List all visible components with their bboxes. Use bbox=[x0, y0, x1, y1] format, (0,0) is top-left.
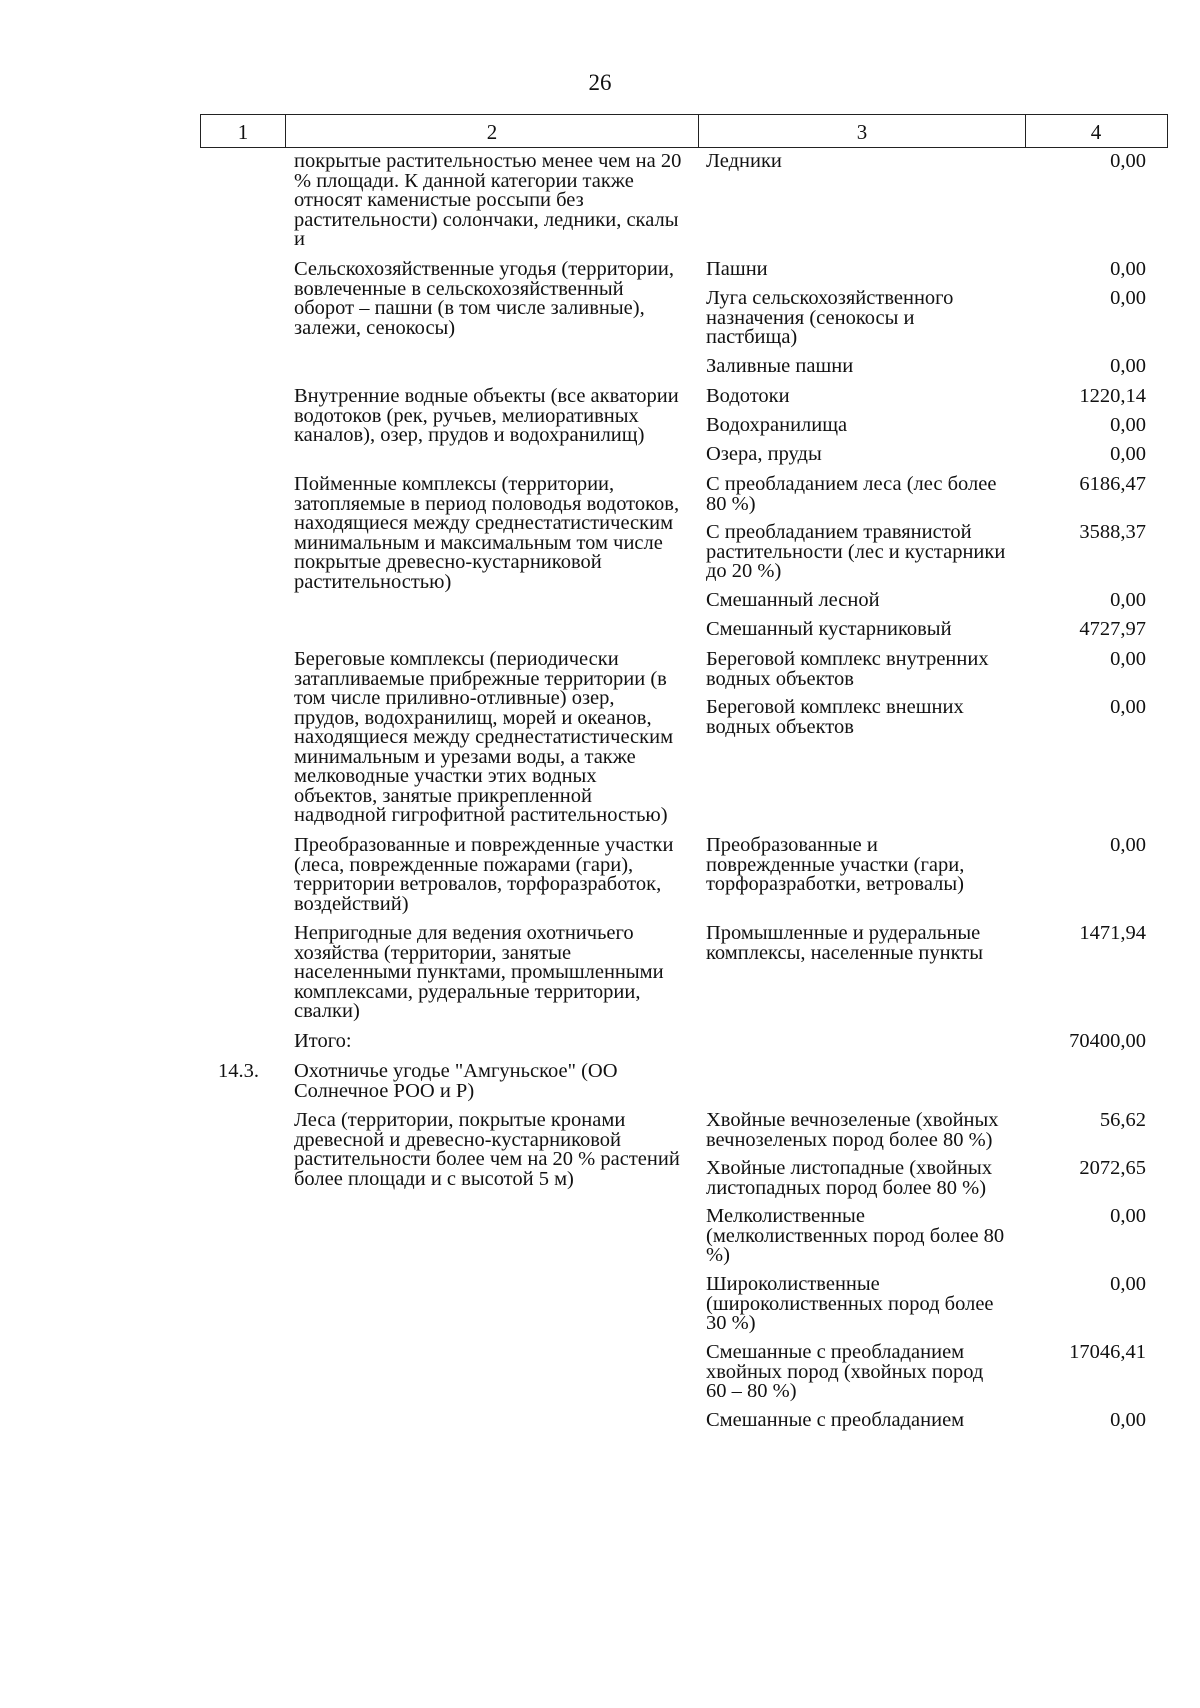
subcategory-name: Хвойные вечнозеленые (хвойных вечнозеленых пород более 80 %) bbox=[706, 1109, 999, 1151]
table-row bbox=[0, 1111, 1200, 1441]
category-description: Сельскохозяйственные угодья (территории, вовлеченные в сельскохозяйственный оборот – пашни (в том числе заливные), залежи, сенокосы) bbox=[294, 258, 674, 339]
row-number: 14.3. bbox=[218, 1060, 259, 1082]
area-values bbox=[1014, 1111, 1146, 1431]
table-row bbox=[0, 475, 1200, 650]
area-value: 2072,65 bbox=[1079, 1157, 1146, 1179]
area-value: 56,62 bbox=[1099, 1109, 1146, 1131]
subcategory-name: Хвойные листопадные (хвойных листопадных пород более 80 %) bbox=[706, 1157, 993, 1199]
subcategory-name: С преобладанием леса (лес более 80 %) bbox=[706, 473, 997, 515]
area-value: 4727,97 bbox=[1079, 618, 1146, 640]
subcategory-name: Мелколиственные (мелколиственных пород более 80 %) bbox=[706, 1205, 1005, 1266]
table-header bbox=[200, 114, 1168, 148]
header-col-4: 4 bbox=[1090, 120, 1102, 144]
area-value: 0,00 bbox=[1110, 696, 1146, 718]
subcategory-name: Смешанные с преобладанием bbox=[706, 1409, 965, 1431]
area-values bbox=[1014, 1032, 1146, 1052]
table-row bbox=[0, 650, 1200, 836]
subcategory-list bbox=[706, 1111, 1006, 1431]
area-values bbox=[1014, 152, 1146, 172]
area-values bbox=[1014, 260, 1146, 377]
subcategory-name: Преобразованные и поврежденные участки (гари, торфоразработки, ветровалы) bbox=[706, 834, 965, 895]
subcategory-name: Смешанные с преобладанием хвойных пород (хвойных пород 60 – 80 %) bbox=[706, 1341, 984, 1402]
subcategory-name bbox=[706, 1032, 1006, 1052]
category-description: Охотничье угодье "Амгуньское" (ОО Солнечное РОО и Р) bbox=[294, 1060, 618, 1102]
header-col-1: 1 bbox=[201, 115, 286, 147]
subcategory-list bbox=[706, 260, 1006, 377]
subcategory-list bbox=[706, 836, 1006, 895]
subcategory-name: Широколиственные (широколиственных пород более 30 %) bbox=[706, 1273, 994, 1334]
subcategory-list bbox=[706, 152, 1006, 172]
subcategory-name: Пашни bbox=[706, 258, 768, 280]
subcategory-list bbox=[706, 650, 1006, 737]
area-value: 1471,94 bbox=[1079, 922, 1146, 944]
area-values bbox=[1014, 924, 1146, 963]
table-row bbox=[0, 1032, 1200, 1062]
subcategory-list bbox=[706, 1032, 1006, 1052]
area-values bbox=[1014, 387, 1146, 465]
area-value: 0,00 bbox=[1110, 589, 1146, 611]
table-row bbox=[0, 924, 1200, 1032]
subcategory-name: С преобладанием травянистой растительности (лес и кустарники до 20 %) bbox=[706, 521, 1006, 582]
header-col-3: 3 bbox=[699, 115, 1026, 147]
subcategory-name: Береговой комплекс внутренних водных объектов bbox=[706, 648, 989, 690]
area-values bbox=[1014, 650, 1146, 737]
subcategory-list bbox=[706, 924, 1006, 963]
table-row bbox=[0, 152, 1200, 260]
page-number: 26 bbox=[588, 70, 612, 95]
subcategory-name: Промышленные и рудеральные комплексы, населенные пункты bbox=[706, 922, 984, 964]
table-row bbox=[0, 1062, 1200, 1111]
area-values bbox=[1014, 475, 1146, 640]
area-value: 0,00 bbox=[1110, 1273, 1146, 1295]
header-col-2: 2 bbox=[286, 115, 699, 147]
category-description: Береговые комплексы (периодически затапливаемые прибрежные территории (в том числе приливно-отливные) озер, прудов, водохранилищ, морей и океанов, находящиеся между среднестатистическим минимальным и урезами воды, а также мелководные участки этих водных объектов, занятые прикрепленной надводной гигрофитной растительностью) bbox=[294, 648, 674, 826]
category-description: покрытые растительностью менее чем на 20 % площади. К данной категории также относят каменистые россыпи без растительности) солончаки, ледники, скалы и bbox=[294, 150, 682, 250]
subcategory-list bbox=[706, 387, 1006, 465]
area-value: 0,00 bbox=[1110, 834, 1146, 856]
subcategory-name: Смешанный кустарниковый bbox=[706, 618, 952, 640]
table-row bbox=[0, 260, 1200, 387]
category-description: Леса (территории, покрытые кронами древесной и древесно-кустарниковой растительности более чем на 20 % растений более площади и с высотой 5 м) bbox=[294, 1109, 680, 1190]
category-description: Непригодные для ведения охотничьего хозяйства (территории, занятые населенными пунктами, промышленными комплексами, рудеральные территории, свалки) bbox=[294, 922, 664, 1022]
area-value: 0,00 bbox=[1110, 355, 1146, 377]
category-description: Итого: bbox=[294, 1030, 352, 1052]
area-value: 17046,41 bbox=[1069, 1341, 1146, 1363]
area-value: 1220,14 bbox=[1079, 385, 1146, 407]
table-body bbox=[0, 152, 1200, 1441]
area-value: 0,00 bbox=[1110, 1205, 1146, 1227]
subcategory-name: Заливные пашни bbox=[706, 355, 854, 377]
category-description: Преобразованные и поврежденные участки (леса, поврежденные пожарами (гари), территории ветровалов, торфоразработок, воздействий) bbox=[294, 834, 674, 915]
subcategory-name: Водотоки bbox=[706, 385, 790, 407]
area-value: 0,00 bbox=[1110, 287, 1146, 309]
subcategory-name: Смешанный лесной bbox=[706, 589, 880, 611]
area-value: 0,00 bbox=[1110, 443, 1146, 465]
category-description: Пойменные комплексы (территории, затопляемые в период половодья водотоков, находящиеся между среднестатистическим минимальным и максимальным том числе покрытые древесно-кустарниковой растительностью) bbox=[294, 473, 680, 593]
subcategory-name: Луга сельскохозяйственного назначения (сенокосы и пастбища) bbox=[706, 287, 954, 348]
subcategory-name: Береговой комплекс внешних водных объектов bbox=[706, 696, 964, 738]
area-value: 0,00 bbox=[1110, 414, 1146, 436]
table-row bbox=[0, 387, 1200, 475]
subcategory-list bbox=[706, 475, 1006, 640]
area-value: 0,00 bbox=[1110, 1409, 1146, 1431]
area-values bbox=[1014, 836, 1146, 895]
area-value: 0,00 bbox=[1110, 648, 1146, 670]
area-value: 3588,37 bbox=[1079, 521, 1146, 543]
area-value: 0,00 bbox=[1110, 258, 1146, 280]
area-value: 6186,47 bbox=[1079, 473, 1146, 495]
subcategory-name: Озера, пруды bbox=[706, 443, 822, 465]
subcategory-name: Водохранилища bbox=[706, 414, 848, 436]
subcategory-name: Ледники bbox=[706, 150, 782, 172]
area-value: 0,00 bbox=[1110, 150, 1146, 172]
area-value: 70400,00 bbox=[1069, 1030, 1146, 1052]
category-description: Внутренние водные объекты (все акватории водотоков (рек, ручьев, мелиоративных каналов), озер, прудов и водохранилищ) bbox=[294, 385, 679, 446]
table-row bbox=[0, 836, 1200, 924]
